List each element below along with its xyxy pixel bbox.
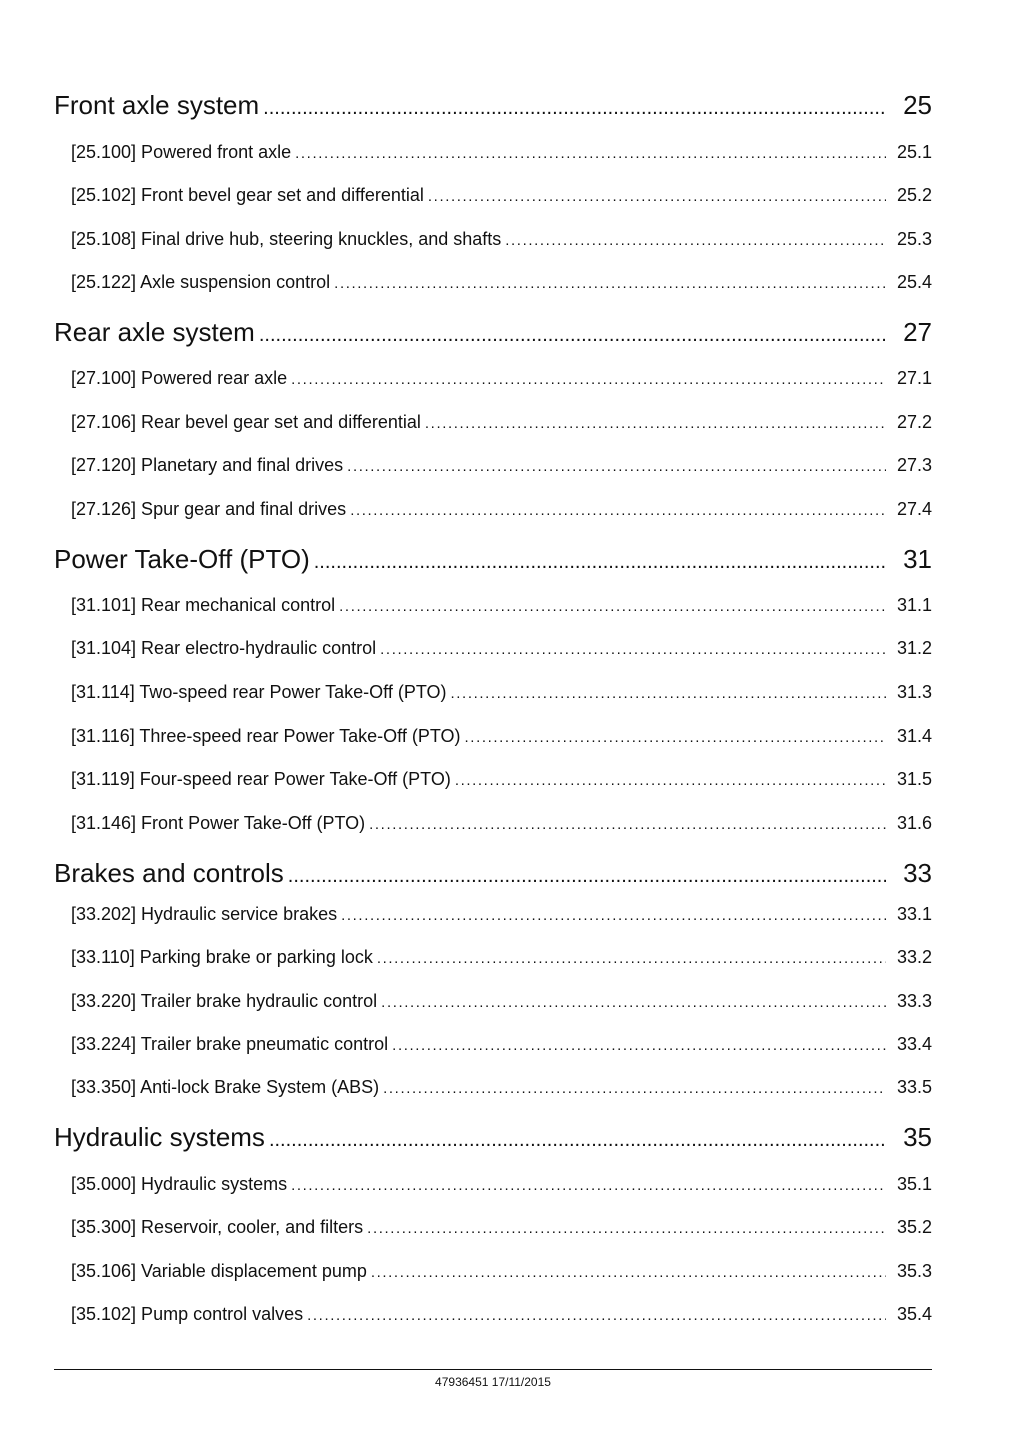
entry-page: 31.2 bbox=[896, 638, 932, 658]
toc-entry[interactable] bbox=[71, 595, 932, 619]
dot-leader bbox=[291, 1177, 886, 1194]
entry-page: 31.6 bbox=[896, 813, 932, 833]
entry-label: [27.120] Planetary and final drives bbox=[71, 455, 344, 475]
section-title: Power Take-Off (PTO) bbox=[54, 544, 310, 574]
toc-section-front-axle[interactable] bbox=[54, 90, 932, 124]
dot-leader bbox=[425, 415, 886, 432]
entry-label: [33.220] Trailer brake hydraulic control bbox=[71, 991, 378, 1011]
toc-entry[interactable] bbox=[71, 682, 932, 706]
entry-page: 27.2 bbox=[896, 412, 932, 432]
entry-label: [31.114] Two-speed rear Power Take-Off (PTO) bbox=[71, 682, 447, 702]
entry-label: [25.122] Axle suspension control bbox=[71, 272, 331, 292]
toc-entry[interactable] bbox=[71, 142, 932, 166]
entry-label: [31.101] Rear mechanical control bbox=[71, 595, 336, 615]
entry-label: [27.126] Spur gear and final drives bbox=[71, 499, 347, 519]
entry-label: [33.202] Hydraulic service brakes bbox=[71, 904, 338, 924]
entry-label: [33.350] Anti-lock Brake System (ABS) bbox=[71, 1077, 380, 1097]
dot-leader bbox=[263, 97, 886, 120]
dot-leader bbox=[381, 994, 886, 1011]
entry-page: 31.4 bbox=[896, 726, 932, 746]
entry-page: 33.4 bbox=[896, 1034, 932, 1054]
toc-entry[interactable] bbox=[71, 368, 932, 392]
toc-entry[interactable] bbox=[71, 991, 932, 1015]
entry-label: [35.000] Hydraulic systems bbox=[71, 1174, 288, 1194]
entry-page: 33.5 bbox=[896, 1077, 932, 1097]
section-title: Hydraulic systems bbox=[54, 1122, 265, 1152]
entry-page: 27.3 bbox=[896, 455, 932, 475]
section-page: 31 bbox=[903, 544, 932, 574]
toc-entry[interactable] bbox=[71, 272, 932, 296]
toc-entry[interactable] bbox=[71, 1034, 932, 1058]
entry-page: 25.1 bbox=[896, 142, 932, 162]
dot-leader bbox=[383, 1080, 886, 1097]
dot-leader bbox=[295, 145, 886, 162]
entry-page: 35.1 bbox=[896, 1174, 932, 1194]
dot-leader bbox=[455, 772, 886, 789]
dot-leader bbox=[392, 1037, 886, 1054]
dot-leader bbox=[334, 275, 886, 292]
section-page: 25 bbox=[903, 90, 932, 120]
dot-leader bbox=[451, 685, 886, 702]
entry-label: [31.119] Four-speed rear Power Take-Off (PTO) bbox=[71, 769, 451, 789]
dot-leader bbox=[314, 551, 886, 574]
entry-page: 35.4 bbox=[896, 1304, 932, 1324]
toc-section-hydraulic[interactable] bbox=[54, 1122, 932, 1156]
dot-leader bbox=[291, 371, 886, 388]
section-title: Rear axle system bbox=[54, 317, 255, 347]
dot-leader bbox=[341, 907, 886, 924]
dot-leader bbox=[347, 458, 886, 475]
entry-label: [25.108] Final drive hub, steering knuckles, and shafts bbox=[71, 229, 502, 249]
entry-label: [25.102] Front bevel gear set and differential bbox=[71, 185, 424, 205]
dot-leader bbox=[377, 950, 886, 967]
entry-label: [31.116] Three-speed rear Power Take-Off (PTO) bbox=[71, 726, 461, 746]
entry-label: [35.106] Variable displacement pump bbox=[71, 1261, 367, 1281]
dot-leader bbox=[367, 1220, 886, 1237]
entry-page: 27.4 bbox=[896, 499, 932, 519]
toc-entry[interactable] bbox=[71, 455, 932, 479]
entry-label: [35.300] Reservoir, cooler, and filters bbox=[71, 1217, 364, 1237]
dot-leader bbox=[288, 865, 886, 888]
entry-label: [35.102] Pump control valves bbox=[71, 1304, 304, 1324]
dot-leader bbox=[350, 502, 886, 519]
footer-divider bbox=[54, 1369, 932, 1370]
entry-page: 33.2 bbox=[896, 947, 932, 967]
entry-label: [31.146] Front Power Take-Off (PTO) bbox=[71, 813, 366, 833]
entry-page: 31.5 bbox=[896, 769, 932, 789]
entry-page: 25.4 bbox=[896, 272, 932, 292]
toc-entry[interactable] bbox=[71, 1261, 932, 1285]
toc-entry[interactable] bbox=[71, 638, 932, 662]
toc-entry[interactable] bbox=[71, 904, 932, 928]
footer-doc-id: 47936451 17/11/2015 bbox=[435, 1375, 551, 1389]
dot-leader bbox=[269, 1129, 886, 1152]
dot-leader bbox=[259, 324, 886, 347]
entry-label: [33.224] Trailer brake pneumatic control bbox=[71, 1034, 389, 1054]
dot-leader bbox=[465, 729, 886, 746]
dot-leader bbox=[380, 641, 886, 658]
dot-leader bbox=[307, 1307, 886, 1324]
toc-entry[interactable] bbox=[71, 412, 932, 436]
section-title: Brakes and controls bbox=[54, 858, 284, 888]
entry-page: 25.3 bbox=[896, 229, 932, 249]
entry-page: 35.3 bbox=[896, 1261, 932, 1281]
dot-leader bbox=[505, 232, 886, 249]
entry-page: 35.2 bbox=[896, 1217, 932, 1237]
entry-label: [33.110] Parking brake or parking lock bbox=[71, 947, 373, 967]
entry-page: 33.1 bbox=[896, 904, 932, 924]
section-page: 35 bbox=[903, 1122, 932, 1152]
toc-section-brakes[interactable] bbox=[54, 858, 932, 892]
entry-label: [31.104] Rear electro-hydraulic control bbox=[71, 638, 377, 658]
toc-entry[interactable] bbox=[71, 229, 932, 253]
toc-entry[interactable] bbox=[71, 769, 932, 793]
toc-entry[interactable] bbox=[71, 947, 932, 971]
entry-label: [25.100] Powered front axle bbox=[71, 142, 292, 162]
dot-leader bbox=[371, 1264, 886, 1281]
section-page: 27 bbox=[903, 317, 932, 347]
dot-leader bbox=[428, 188, 886, 205]
entry-page: 33.3 bbox=[896, 991, 932, 1011]
toc-entry[interactable] bbox=[71, 1304, 932, 1328]
dot-leader bbox=[369, 816, 886, 833]
toc-entry[interactable] bbox=[71, 499, 932, 523]
toc-section-rear-axle[interactable] bbox=[54, 317, 932, 351]
section-page: 33 bbox=[903, 858, 932, 888]
toc-entry[interactable] bbox=[71, 1217, 932, 1241]
toc-entry[interactable] bbox=[71, 1077, 932, 1101]
toc-entry[interactable] bbox=[71, 813, 932, 837]
toc-section-pto[interactable] bbox=[54, 544, 932, 578]
entry-page: 31.3 bbox=[896, 682, 932, 702]
entry-page: 25.2 bbox=[896, 185, 932, 205]
toc-entry[interactable] bbox=[71, 726, 932, 750]
toc-entry[interactable] bbox=[71, 185, 932, 209]
entry-label: [27.100] Powered rear axle bbox=[71, 368, 288, 388]
entry-page: 31.1 bbox=[896, 595, 932, 615]
section-title: Front axle system bbox=[54, 90, 260, 120]
toc-entry[interactable] bbox=[71, 1174, 932, 1198]
dot-leader bbox=[339, 598, 886, 615]
entry-page: 27.1 bbox=[896, 368, 932, 388]
entry-label: [27.106] Rear bevel gear set and differential bbox=[71, 412, 421, 432]
